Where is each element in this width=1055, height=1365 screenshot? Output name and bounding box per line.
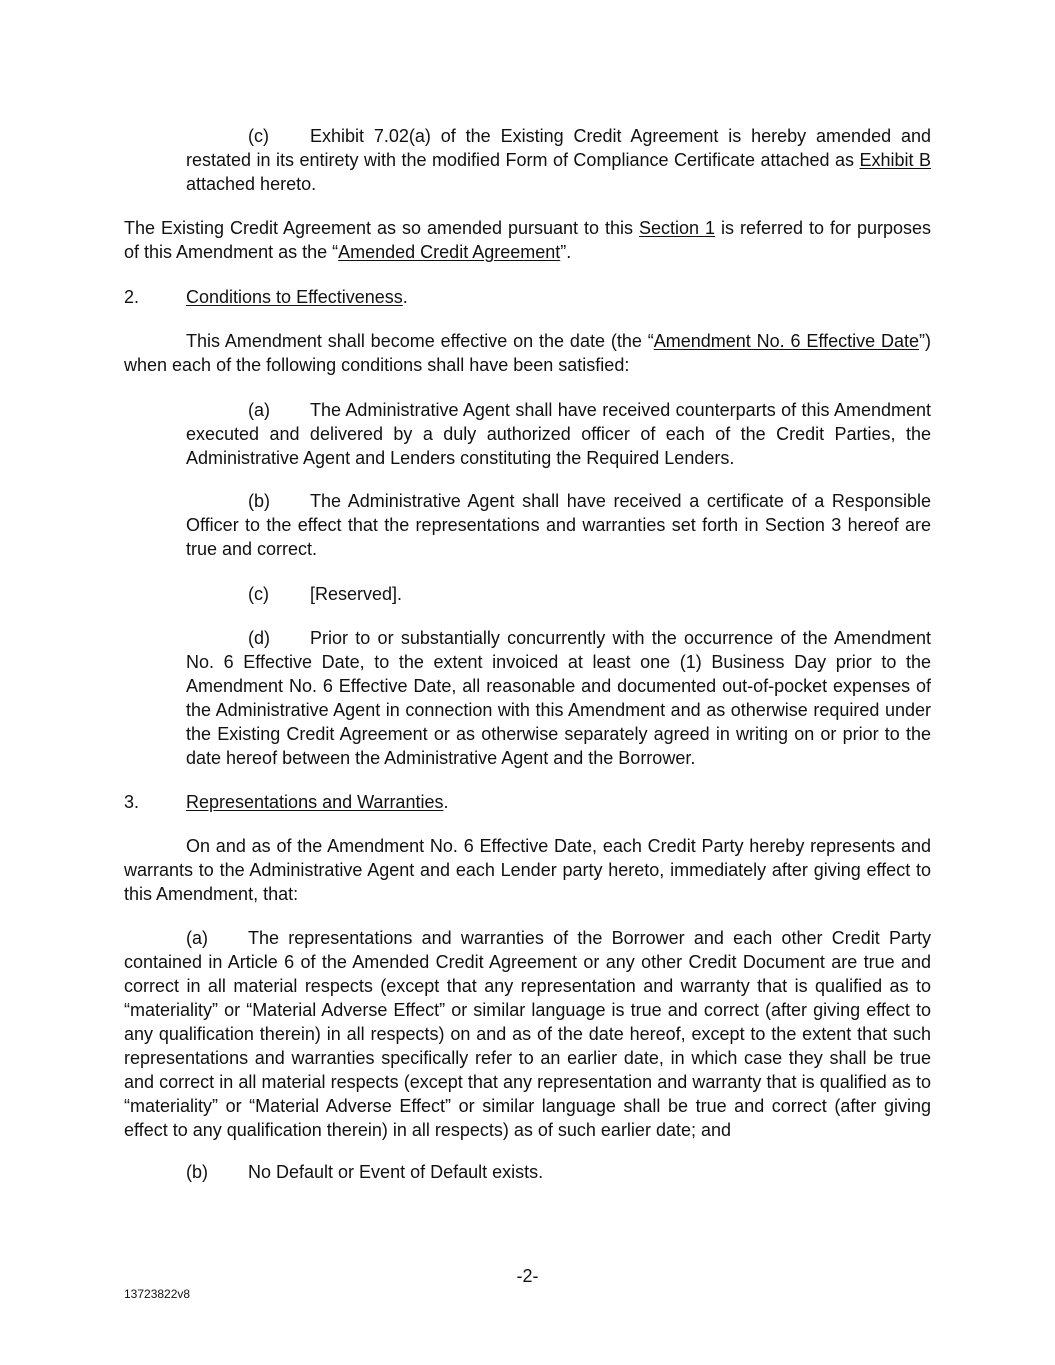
paragraph-text-mid: is referred to for purposes of this Amendment as the “ <box>124 218 931 262</box>
paragraph-text: The Administrative Agent shall have received counterparts of this Amendment executed and delivered by a duly authorized officer of each of the Credit Parties, the Administrative Agent and Lenders constituting the Required Lenders. <box>186 400 931 468</box>
section-2-intro <box>124 329 931 377</box>
section-heading-text: Conditions to Effectiveness <box>186 287 403 307</box>
section-3-heading <box>124 790 931 814</box>
section-1c-paragraph <box>186 124 931 196</box>
paragraph-text: The Administrative Agent shall have received a certificate of a Responsible Officer to the effect that the representations and warranties set forth in Section 3 hereof are true and correct. <box>186 491 931 559</box>
section-3b-paragraph <box>124 1160 931 1184</box>
item-label: (d) <box>248 628 270 648</box>
paragraph-text: No Default or Event of Default exists. <box>248 1162 544 1182</box>
item-label: (a) <box>186 928 208 948</box>
paragraph-text-end: attached hereto. <box>186 174 317 194</box>
paragraph-text: Exhibit 7.02(a) of the Existing Credit Agreement is hereby amended and restated in its entirety with the modified Form of Compliance Certificate attached as <box>186 126 931 170</box>
section-2-heading <box>124 285 931 309</box>
paragraph-text-end: ”) when each of the following conditions shall have been satisfied: <box>124 331 931 375</box>
item-label: (b) <box>248 491 270 511</box>
section-2b-paragraph <box>186 489 931 561</box>
paragraph-text: The Existing Credit Agreement as so amended pursuant to this <box>124 218 639 238</box>
section-number: 3. <box>124 792 140 812</box>
page-number: -2- <box>516 1266 539 1286</box>
paragraph-text: Prior to or substantially concurrently with the occurrence of the Amendment No. 6 Effective Date, to the extent invoiced at least one (1) Business Day prior to the Amendment No. 6 Effective Date, all reasonable and documented out-of-pocket expenses of the Administrative Agent in connection with this Amendment and as otherwise required under the Existing Credit Agreement or as otherwise separately agreed in writing on or prior to the date hereof between the Administrative Agent and the Borrower. <box>186 628 931 768</box>
exhibit-b-reference: Exhibit B <box>859 150 931 170</box>
section-heading-text: Representations and Warranties <box>186 792 444 812</box>
defined-term: Amended Credit Agreement <box>338 242 561 262</box>
section-3-intro <box>124 834 931 906</box>
item-label: (c) <box>248 584 269 604</box>
section-2d-paragraph <box>186 626 931 770</box>
heading-period: . <box>443 792 449 812</box>
paragraph-text: [Reserved]. <box>310 584 403 604</box>
item-label: (a) <box>248 400 270 420</box>
item-label: (c) <box>248 126 269 146</box>
item-label: (b) <box>186 1162 208 1182</box>
paragraph-text-end: ”. <box>560 242 572 262</box>
defined-term: Amendment No. 6 Effective Date <box>653 331 919 351</box>
paragraph-text: The representations and warranties of the Borrower and each other Credit Party contained in Article 6 of the Amended Credit Agreement or any other Credit Document are true and correct in all material respects (except that any representation and warranty that is qualified as to “materiality” or “Material Adverse Effect” or similar language is true and correct (after giving effect to any qualification therein) in all respects) on and as of the date hereof, except to the extent that such representations and warranties specifically refer to an earlier date, in which case they shall be true and correct in all material respects (except that any representation and warranty that is qualified as to “materiality” or “Material Adverse Effect” or similar language shall be true and correct (after giving effect to any qualification therein) in all respects) as of such earlier date; and <box>124 928 931 1140</box>
amended-credit-agreement-paragraph <box>124 216 931 264</box>
paragraph-text: This Amendment shall become effective on the date (the “ <box>186 331 654 351</box>
section-2c-paragraph <box>186 582 931 606</box>
paragraph-text: On and as of the Amendment No. 6 Effective Date, each Credit Party hereby represents and warrants to the Administrative Agent and each Lender party hereto, immediately after giving effect to this Amendment, that: <box>124 836 931 904</box>
section-3a-paragraph <box>124 926 931 1142</box>
document-id: 13723822v8 <box>124 1287 191 1301</box>
section-number: 2. <box>124 287 140 307</box>
section-2a-paragraph <box>186 398 931 470</box>
section-1-reference: Section 1 <box>639 218 716 238</box>
heading-period: . <box>402 287 408 307</box>
